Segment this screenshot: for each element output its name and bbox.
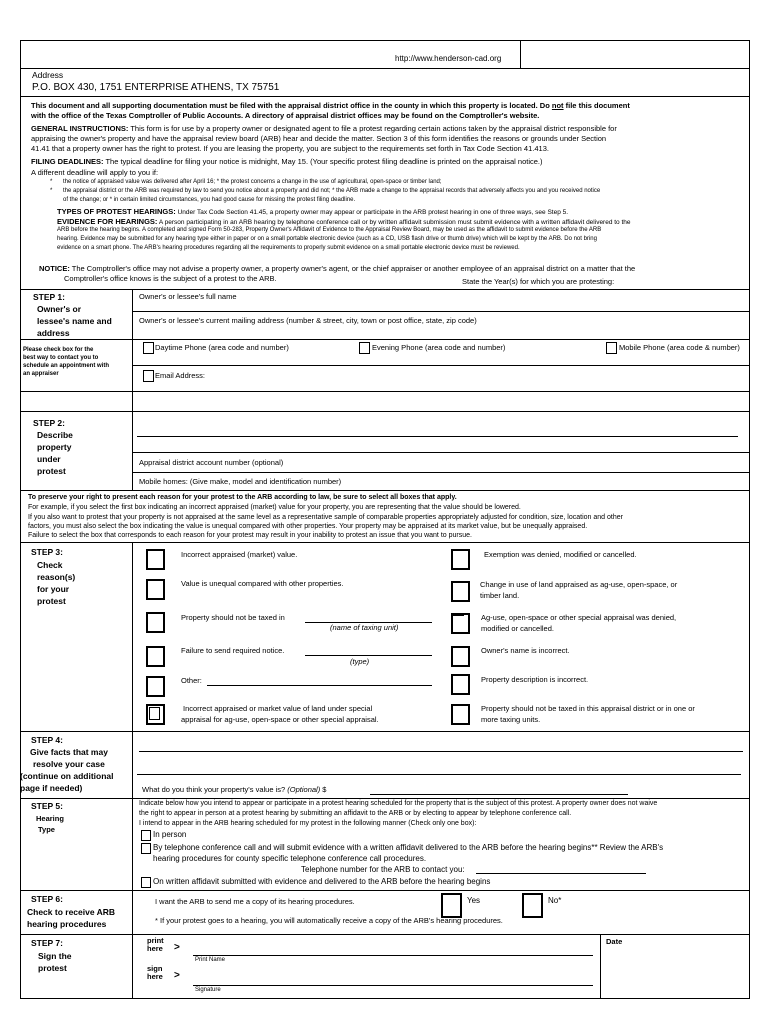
step6-label-2: hearing procedures (27, 919, 107, 929)
telephone-label: By telephone conference call and will submit evidence with a written affidavit delivered to the ARB before the hearing begins** Review the ARB's (153, 843, 664, 852)
mobile-phone-label: Mobile Phone (area code & number) (619, 343, 740, 352)
reason-other: Other: (181, 676, 202, 685)
intro-bottom-line (20, 289, 750, 290)
date-divider (600, 934, 601, 998)
print-name-caption: Print Name (195, 957, 226, 963)
step2-line-2 (132, 472, 750, 473)
hearing-text-3: I intend to appear in the ARB hearing scheduled for my protest in the following manner (Check only one box): (139, 820, 477, 827)
form-top-border (20, 40, 750, 41)
no-checkbox[interactable] (522, 893, 543, 918)
reason-not-taxed: Property should not be taxed in (181, 613, 285, 622)
print-name-line[interactable] (193, 955, 593, 956)
notice-line2: Comptroller's office knows is the subject of a protest to the ARB. (64, 274, 277, 283)
facts-line-2[interactable] (137, 774, 741, 775)
step2-bottom-line (20, 490, 750, 491)
step4-title: STEP 4: (31, 735, 63, 745)
reason-incorrect-value-checkbox[interactable] (146, 549, 165, 570)
daytime-phone-checkbox[interactable] (143, 342, 154, 354)
affidavit-checkbox[interactable] (141, 877, 151, 888)
reason-not-taxed-district-checkbox[interactable] (451, 704, 470, 725)
step6-label-1: Check to receive ARB (27, 907, 116, 917)
email-checkbox[interactable] (143, 370, 154, 382)
contact-note-2: best way to contact you to (23, 355, 99, 361)
value-answer-line[interactable] (370, 794, 628, 795)
evidence-line2: ARB before the hearing begins. A completed and signed Form 50-283, Property Owner's Affidavit of Evidence to the Appraisal Review Board, may be used as the affidavit to submit evidence before the ARB (57, 227, 602, 233)
evidence-line4: evidence on a smart phone. The ARB's hearing procedures regarding all the requirements to properly submit evidence on a small portable electronic device must be reviewed. (57, 245, 520, 251)
general-instructions: GENERAL INSTRUCTIONS: This form is for use by a property owner or designated agent to file a protest regarding certain actions taken by the appraisal district responsible for (31, 124, 617, 133)
step2-label-2: property (37, 442, 72, 452)
step5-bottom-line (20, 890, 750, 891)
reason-not-taxed-district-2: more taxing units. (481, 715, 541, 724)
step1-line-3 (132, 365, 750, 366)
step4-label-1: Give facts that may (30, 747, 108, 757)
step4-divider (132, 731, 133, 798)
yes-label: Yes (467, 896, 481, 905)
print-arrow: > (174, 942, 180, 953)
step3-label-2: reason(s) (37, 572, 76, 582)
step1-divider (132, 289, 133, 411)
step5-label-2: Type (38, 825, 55, 834)
form-right-border (749, 40, 750, 998)
contact-note-3: schedule an appointment with (23, 363, 110, 369)
step7-title: STEP 7: (31, 938, 63, 948)
step1-label-2: lessee's name and (37, 316, 112, 326)
step1-label-1: Owner's or (37, 304, 82, 314)
state-years-label: State the Year(s) for which you are protesting: (462, 277, 615, 286)
reason-change-in-use-2: timber land. (480, 591, 520, 600)
date-label: Date (606, 937, 623, 946)
property-description-line[interactable] (137, 436, 738, 437)
website-url[interactable]: http://www.henderson-cad.org (395, 54, 502, 63)
reason-owner-name-checkbox[interactable] (451, 646, 470, 667)
step1-line-4 (20, 391, 750, 392)
preserve-line-1: For example, if you select the first box indicating an incorrect appraised (market) value for your property, you are representing that the value should be lowered. (28, 504, 521, 511)
notice-type-caption: (type) (350, 657, 370, 666)
want-copy-label: I want the ARB to send me a copy of its hearing procedures. (155, 897, 355, 906)
reason-unequal-value: Value is unequal compared with other properties. (181, 579, 344, 588)
preserve-heading: To preserve your right to present each reason for your protest to the ARB according to law, be sure to select all boxes that apply. (28, 494, 457, 501)
step1-line-2 (20, 339, 750, 340)
account-number-label: Appraisal district account number (optional) (139, 458, 284, 467)
address-value: P.O. BOX 430, 1751 ENTERPRISE ATHENS, TX 75751 (32, 82, 280, 93)
reason-ag-use-denied: Ag-use, open-space or other special appraisal was denied, (481, 613, 677, 622)
reason-exemption-denied-checkbox[interactable] (451, 549, 470, 570)
deadline-bullet-1: the notice of appraised value was delivered after April 16; * the protest concerns a change in the use of agricultural, open-space or timber land; (63, 179, 442, 185)
header-divider (520, 40, 521, 68)
in-person-checkbox[interactable] (141, 830, 151, 841)
special-land-inner-box (149, 707, 160, 720)
step3-label-4: protest (37, 596, 66, 606)
bullet-star-1: * (50, 179, 53, 185)
step5-label-1: Hearing (36, 814, 64, 823)
auto-copy-note: * If your protest goes to a hearing, you will automatically receive a copy of the ARB's hearing procedures. (155, 916, 503, 925)
reason-incorrect-value: Incorrect appraised (market) value. (181, 550, 298, 559)
reason-ag-use-denied-2: modified or cancelled. (481, 624, 554, 633)
signature-line[interactable] (193, 985, 593, 986)
notice-type-line[interactable] (305, 655, 432, 656)
print-here-label: print here (147, 936, 164, 953)
evening-phone-checkbox[interactable] (359, 342, 370, 354)
preserve-line-2: If you also want to protest that your property is not appraised at the same level as a representative sample of comparable properties appropriately adjusted for condition, size, location and other (28, 514, 623, 521)
step2-line-1 (132, 452, 750, 453)
contact-note-1: Please check box for the (23, 347, 94, 353)
general-instructions-line2: appraising the owner's property and have the appraisal review board (ARB) hear and decide the matter. Section 3 of this form identifies the reasons or grounds under Section (31, 134, 607, 143)
notice: NOTICE: The Comptroller's office may not advise a property owner, a property owner's agent, or the chief appraiser or another employee of an appraisal district on a matter that the (39, 264, 636, 273)
different-deadline: A different deadline will apply to you if: (31, 168, 159, 177)
step3-divider (132, 542, 133, 731)
mobile-homes-label: Mobile homes: (Give make, model and identification number) (139, 477, 342, 486)
evidence-line3: hearing. Evidence may be submitted for any hearing type either in paper or on a small portable electronic device (such as a CD, USB flash drive or thumb drive) which will be kept by the ARB. Do not bring (57, 236, 597, 242)
step4-label-4: page if needed) (20, 783, 83, 793)
reason-exemption-denied: Exemption was denied, modified or cancelled. (484, 550, 637, 559)
reason-owner-name: Owner's name is incorrect. (481, 646, 570, 655)
step7-divider (132, 934, 133, 998)
step2-divider (132, 411, 133, 490)
reason-special-land: Incorrect appraised or market value of land under special (183, 704, 373, 713)
address-label: Address (32, 70, 64, 80)
hearing-text-2: the right to appear in person at a protest hearing by submitting an affidavit to the ARB or by electing to appear by telephone conference call. (139, 810, 572, 817)
step2-label-4: protest (37, 466, 66, 476)
step1-line-1 (132, 311, 750, 312)
reason-failure-notice: Failure to send required notice. (181, 646, 285, 655)
mailing-address-label: Owner's or lessee's current mailing address (number & street, city, town or post office, state, zip code) (139, 316, 477, 325)
form-left-border (20, 40, 21, 998)
step3-label-3: for your (37, 584, 70, 594)
evening-phone-label: Evening Phone (area code and number) (372, 343, 506, 352)
phone-number-label: Telephone number for the ARB to contact you: (301, 865, 465, 874)
reason-other-checkbox[interactable] (146, 676, 165, 697)
step7-label-2: protest (38, 963, 67, 973)
step3-title: STEP 3: (31, 547, 63, 557)
taxing-unit-caption: (name of taxing unit) (330, 623, 399, 632)
deadline-bullet-2: the appraisal district or the ARB was required by law to send you notice about a property and did not; * the ARB made a change to the appraisal records that adversely affects you and you received notice (63, 188, 601, 194)
in-person-label: In person (153, 830, 187, 839)
sign-arrow: > (174, 970, 180, 981)
preserve-bottom-line (20, 542, 750, 543)
step6-bottom-line (20, 934, 750, 935)
step4-bottom-line (20, 798, 750, 799)
owner-full-name-label: Owner's or lessee's full name (139, 292, 237, 301)
reason-description: Property description is incorrect. (481, 675, 589, 684)
hearing-text-1: Indicate below how you intend to appear or participate in a protest hearing scheduled for the property that is the subject of this protest. A property owner does not waive (139, 800, 658, 807)
address-bottom-line (20, 96, 750, 97)
header-bottom-line (20, 68, 750, 69)
reason-change-in-use-checkbox[interactable] (451, 581, 470, 602)
step6-divider (132, 890, 133, 934)
facts-line-1[interactable] (139, 751, 743, 752)
other-reason-line[interactable] (207, 685, 432, 686)
bullet-star-2: * (50, 188, 53, 194)
step6-title: STEP 6: (31, 894, 63, 904)
step5-title: STEP 5: (31, 801, 63, 811)
reason-failure-notice-checkbox[interactable] (146, 646, 165, 667)
step4-label-3: (continue on additional (20, 771, 114, 781)
no-label: No* (548, 896, 562, 905)
preserve-line-3: factors, you must also select the box indicating the value is unequal compared with other properties. Your property may be appraised at its market value, but be unequally appraised. (28, 523, 588, 530)
email-label: Email Address: (155, 371, 206, 380)
step1-label-3: address (37, 328, 70, 338)
reason-not-taxed-district: Property should not be taxed in this appraisal district or in one or (481, 704, 695, 713)
contact-note-4: an appraiser (23, 371, 59, 377)
value-question: What do you think your property's value is? (Optional) $ (142, 785, 327, 794)
phone-number-line[interactable] (476, 873, 646, 874)
affidavit-label: On written affidavit submitted with evidence and delivered to the ARB before the hearing begins (153, 877, 491, 886)
telephone-checkbox[interactable] (141, 843, 151, 854)
filing-notice: This document and all supporting documentation must be filed with the appraisal district office in the county in which this property is located. Do not file this document (31, 101, 630, 110)
filing-deadlines: FILING DEADLINES: The typical deadline for filing your notice is midnight, May 15. (Your specific protest filing deadline is printed on the appraisal notice.) (31, 157, 543, 166)
step7-label-1: Sign the (38, 951, 72, 961)
step3-label-1: Check (37, 560, 63, 570)
step3-bottom-line (20, 731, 750, 732)
step5-divider (132, 798, 133, 890)
reason-description-checkbox[interactable] (451, 674, 470, 695)
telephone-label-2: hearing procedures for county specific telephone conference call procedures. (153, 854, 427, 863)
preserve-line-4: Failure to select the box that corresponds to each reason for your protest may result in your inability to protest an issue that you want to pursue. (28, 532, 472, 539)
ag-use-inner-mark (453, 615, 464, 629)
types-of-hearings: TYPES OF PROTEST HEARINGS: Under Tax Code Section 41.45, a property owner may appear or participate in the ARB protest hearing in one of three ways, see Step 5. (57, 207, 569, 216)
step1-title: STEP 1: (33, 292, 65, 302)
step2-title: STEP 2: (33, 418, 65, 428)
step1-bottom-line (20, 411, 750, 412)
mobile-phone-checkbox[interactable] (606, 342, 617, 354)
sign-here-label: sign here (147, 964, 163, 981)
reason-change-in-use: Change in use of land appraised as ag-use, open-space, or (480, 580, 678, 589)
reason-unequal-value-checkbox[interactable] (146, 579, 165, 600)
reason-not-taxed-checkbox[interactable] (146, 612, 165, 633)
yes-checkbox[interactable] (441, 893, 462, 918)
deadline-bullet-2b: of the change; or * in certain limited circumstances, you had good cause for missing the protest filing deadline. (63, 197, 356, 203)
signature-caption: Signature (195, 987, 221, 993)
general-instructions-line3: 41.41 that a property owner has the right to protest. If you are leasing the property, you are subject to the requirements set forth in Tax Code Section 41.413. (31, 144, 549, 153)
step4-label-2: resolve your case (33, 759, 105, 769)
evidence-for-hearings: EVIDENCE FOR HEARINGS: A person participating in an ARB hearing by telephone conference call or by written affidavit submission must submit evidence with a written affidavit delivered to the (57, 217, 631, 226)
step2-label-1: Describe (37, 430, 73, 440)
filing-notice-line2: with the office of the Texas Comptroller of Public Accounts. A directory of appraisal district offices may be found on the Comptroller's website. (31, 111, 540, 120)
step2-label-3: under (37, 454, 61, 464)
daytime-phone-label: Daytime Phone (area code and number) (155, 343, 289, 352)
form-bottom-border (20, 998, 750, 999)
reason-special-land-2: appraisal for ag-use, open-space or other special appraisal. (181, 715, 379, 724)
